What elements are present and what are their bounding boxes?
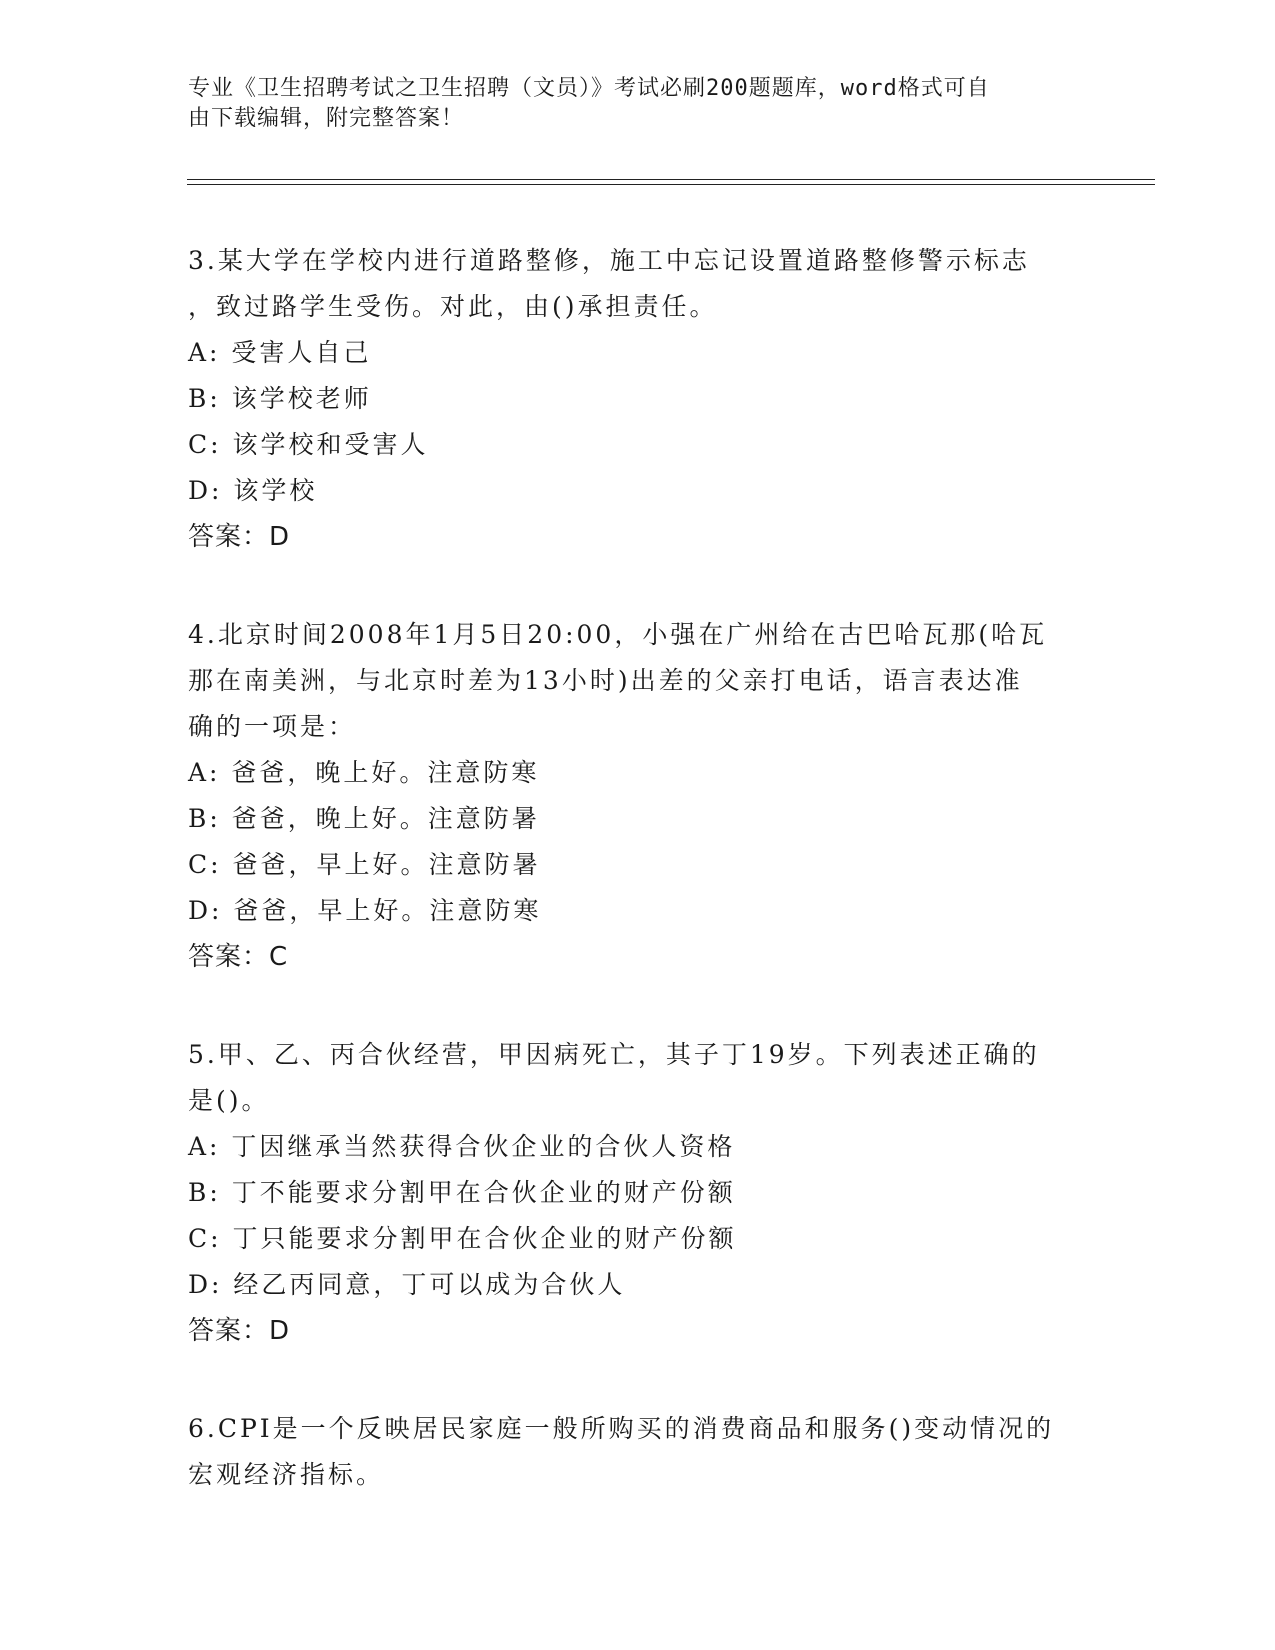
answer: 答案：D [188,1316,291,1346]
question-text-line: ，致过路学生受伤。对此，由()承担责任。 [188,292,718,321]
question-3 [188,238,1088,560]
question-6 [188,1406,1088,1498]
option-d: D: 该学校 [188,476,318,505]
question-text-line: 是()。 [188,1086,270,1115]
answer: 答案：C [188,942,289,972]
question-text-line: 确的一项是： [188,712,357,741]
option-d: D: 爸爸，早上好。注意防寒 [188,896,542,925]
option-a: A: 受害人自己 [188,338,372,367]
option-b: B: 该学校老师 [188,384,372,413]
option-b: B: 丁不能要求分割甲在合伙企业的财产份额 [188,1178,736,1207]
question-text-line: 那在南美洲，与北京时差为13小时)出差的父亲打电话，语言表达准 [188,666,1023,695]
option-a: A: 丁因继承当然获得合伙企业的合伙人资格 [188,1132,736,1161]
question-text-line: 宏观经济指标。 [188,1460,385,1489]
option-a: A: 爸爸，晚上好。注意防寒 [188,758,540,787]
option-c: C: 爸爸，早上好。注意防暑 [188,850,541,879]
question-text-line: 6.CPI是一个反映居民家庭一般所购买的消费商品和服务()变动情况的 [188,1414,1055,1443]
question-4 [188,612,1088,980]
header-divider-bottom [187,184,1155,185]
header-divider-top [187,179,1155,180]
header-line-2: 由下载编辑，附完整答案！ [188,106,465,131]
question-list [188,238,1088,1550]
option-b: B: 爸爸，晚上好。注意防暑 [188,804,540,833]
question-text-line: 4.北京时间2008年1月5日20:00，小强在广州给在古巴哈瓦那(哈瓦 [188,620,1048,649]
document-header [188,74,1068,134]
option-c: C: 丁只能要求分割甲在合伙企业的财产份额 [188,1224,737,1253]
answer: 答案：D [188,522,291,552]
question-text-line: 5.甲、乙、丙合伙经营，甲因病死亡，其子丁19岁。下列表述正确的 [188,1040,1040,1069]
option-c: C: 该学校和受害人 [188,430,429,459]
question-text-line: 3.某大学在学校内进行道路整修，施工中忘记设置道路整修警示标志 [188,246,1030,275]
option-d: D: 经乙丙同意，丁可以成为合伙人 [188,1270,626,1299]
question-5 [188,1032,1088,1354]
header-line-1: 专业《卫生招聘考试之卫生招聘（文员）》考试必刷200题题库，word格式可自 [188,76,990,101]
